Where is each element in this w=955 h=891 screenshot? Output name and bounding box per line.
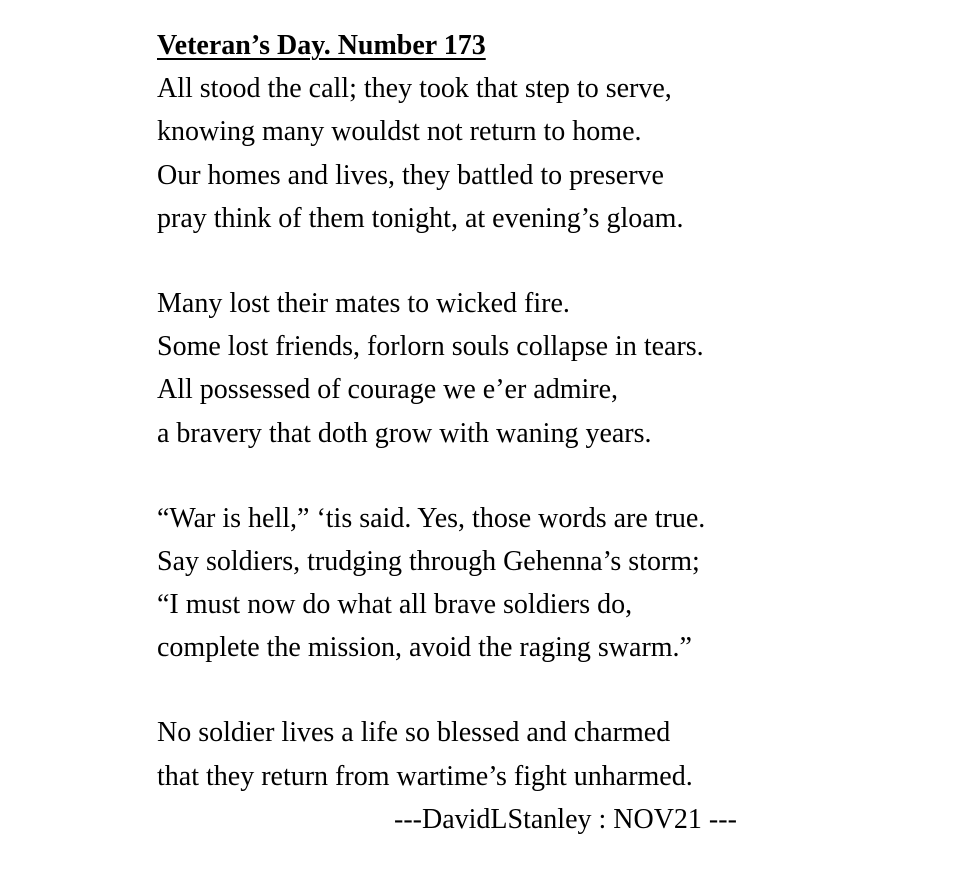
stanza-gap bbox=[157, 240, 877, 282]
poem-title: Veteran’s Day. Number 173 bbox=[157, 30, 486, 61]
poem-signature: ---DavidLStanley : NOV21 --- bbox=[394, 803, 737, 835]
poem-line: Some lost friends, forlorn souls collapse in tears. bbox=[157, 331, 704, 363]
poem-line: No soldier lives a life so blessed and charmed bbox=[157, 717, 671, 749]
poem-line: knowing many wouldst not return to home. bbox=[157, 116, 642, 148]
poem-line: Say soldiers, trudging through Gehenna’s storm; bbox=[157, 545, 700, 577]
stanza-1 bbox=[157, 67, 877, 240]
stanza-gap bbox=[157, 669, 877, 711]
poem-line: All possessed of courage we e’er admire, bbox=[157, 374, 619, 406]
poem-line: Our homes and lives, they battled to preserve bbox=[157, 159, 664, 191]
stanza-4 bbox=[157, 711, 877, 797]
poem-line: a bravery that doth grow with waning years. bbox=[157, 417, 652, 449]
poem-line: pray think of them tonight, at evening’s gloam. bbox=[157, 202, 684, 234]
stanza-2 bbox=[157, 282, 877, 455]
stanza-3 bbox=[157, 497, 877, 670]
poem-line: complete the mission, avoid the raging swarm.” bbox=[157, 632, 692, 664]
poem-line: Many lost their mates to wicked fire. bbox=[157, 287, 570, 319]
poem-line: All stood the call; they took that step to serve, bbox=[157, 73, 672, 105]
poem bbox=[157, 24, 877, 841]
poem-line: “I must now do what all brave soldiers do, bbox=[157, 589, 633, 621]
stanza-gap bbox=[157, 455, 877, 497]
poem-line: “War is hell,” ‘tis said. Yes, those words are true. bbox=[157, 502, 706, 534]
poem-line: that they return from wartime’s fight unharmed. bbox=[157, 760, 693, 792]
